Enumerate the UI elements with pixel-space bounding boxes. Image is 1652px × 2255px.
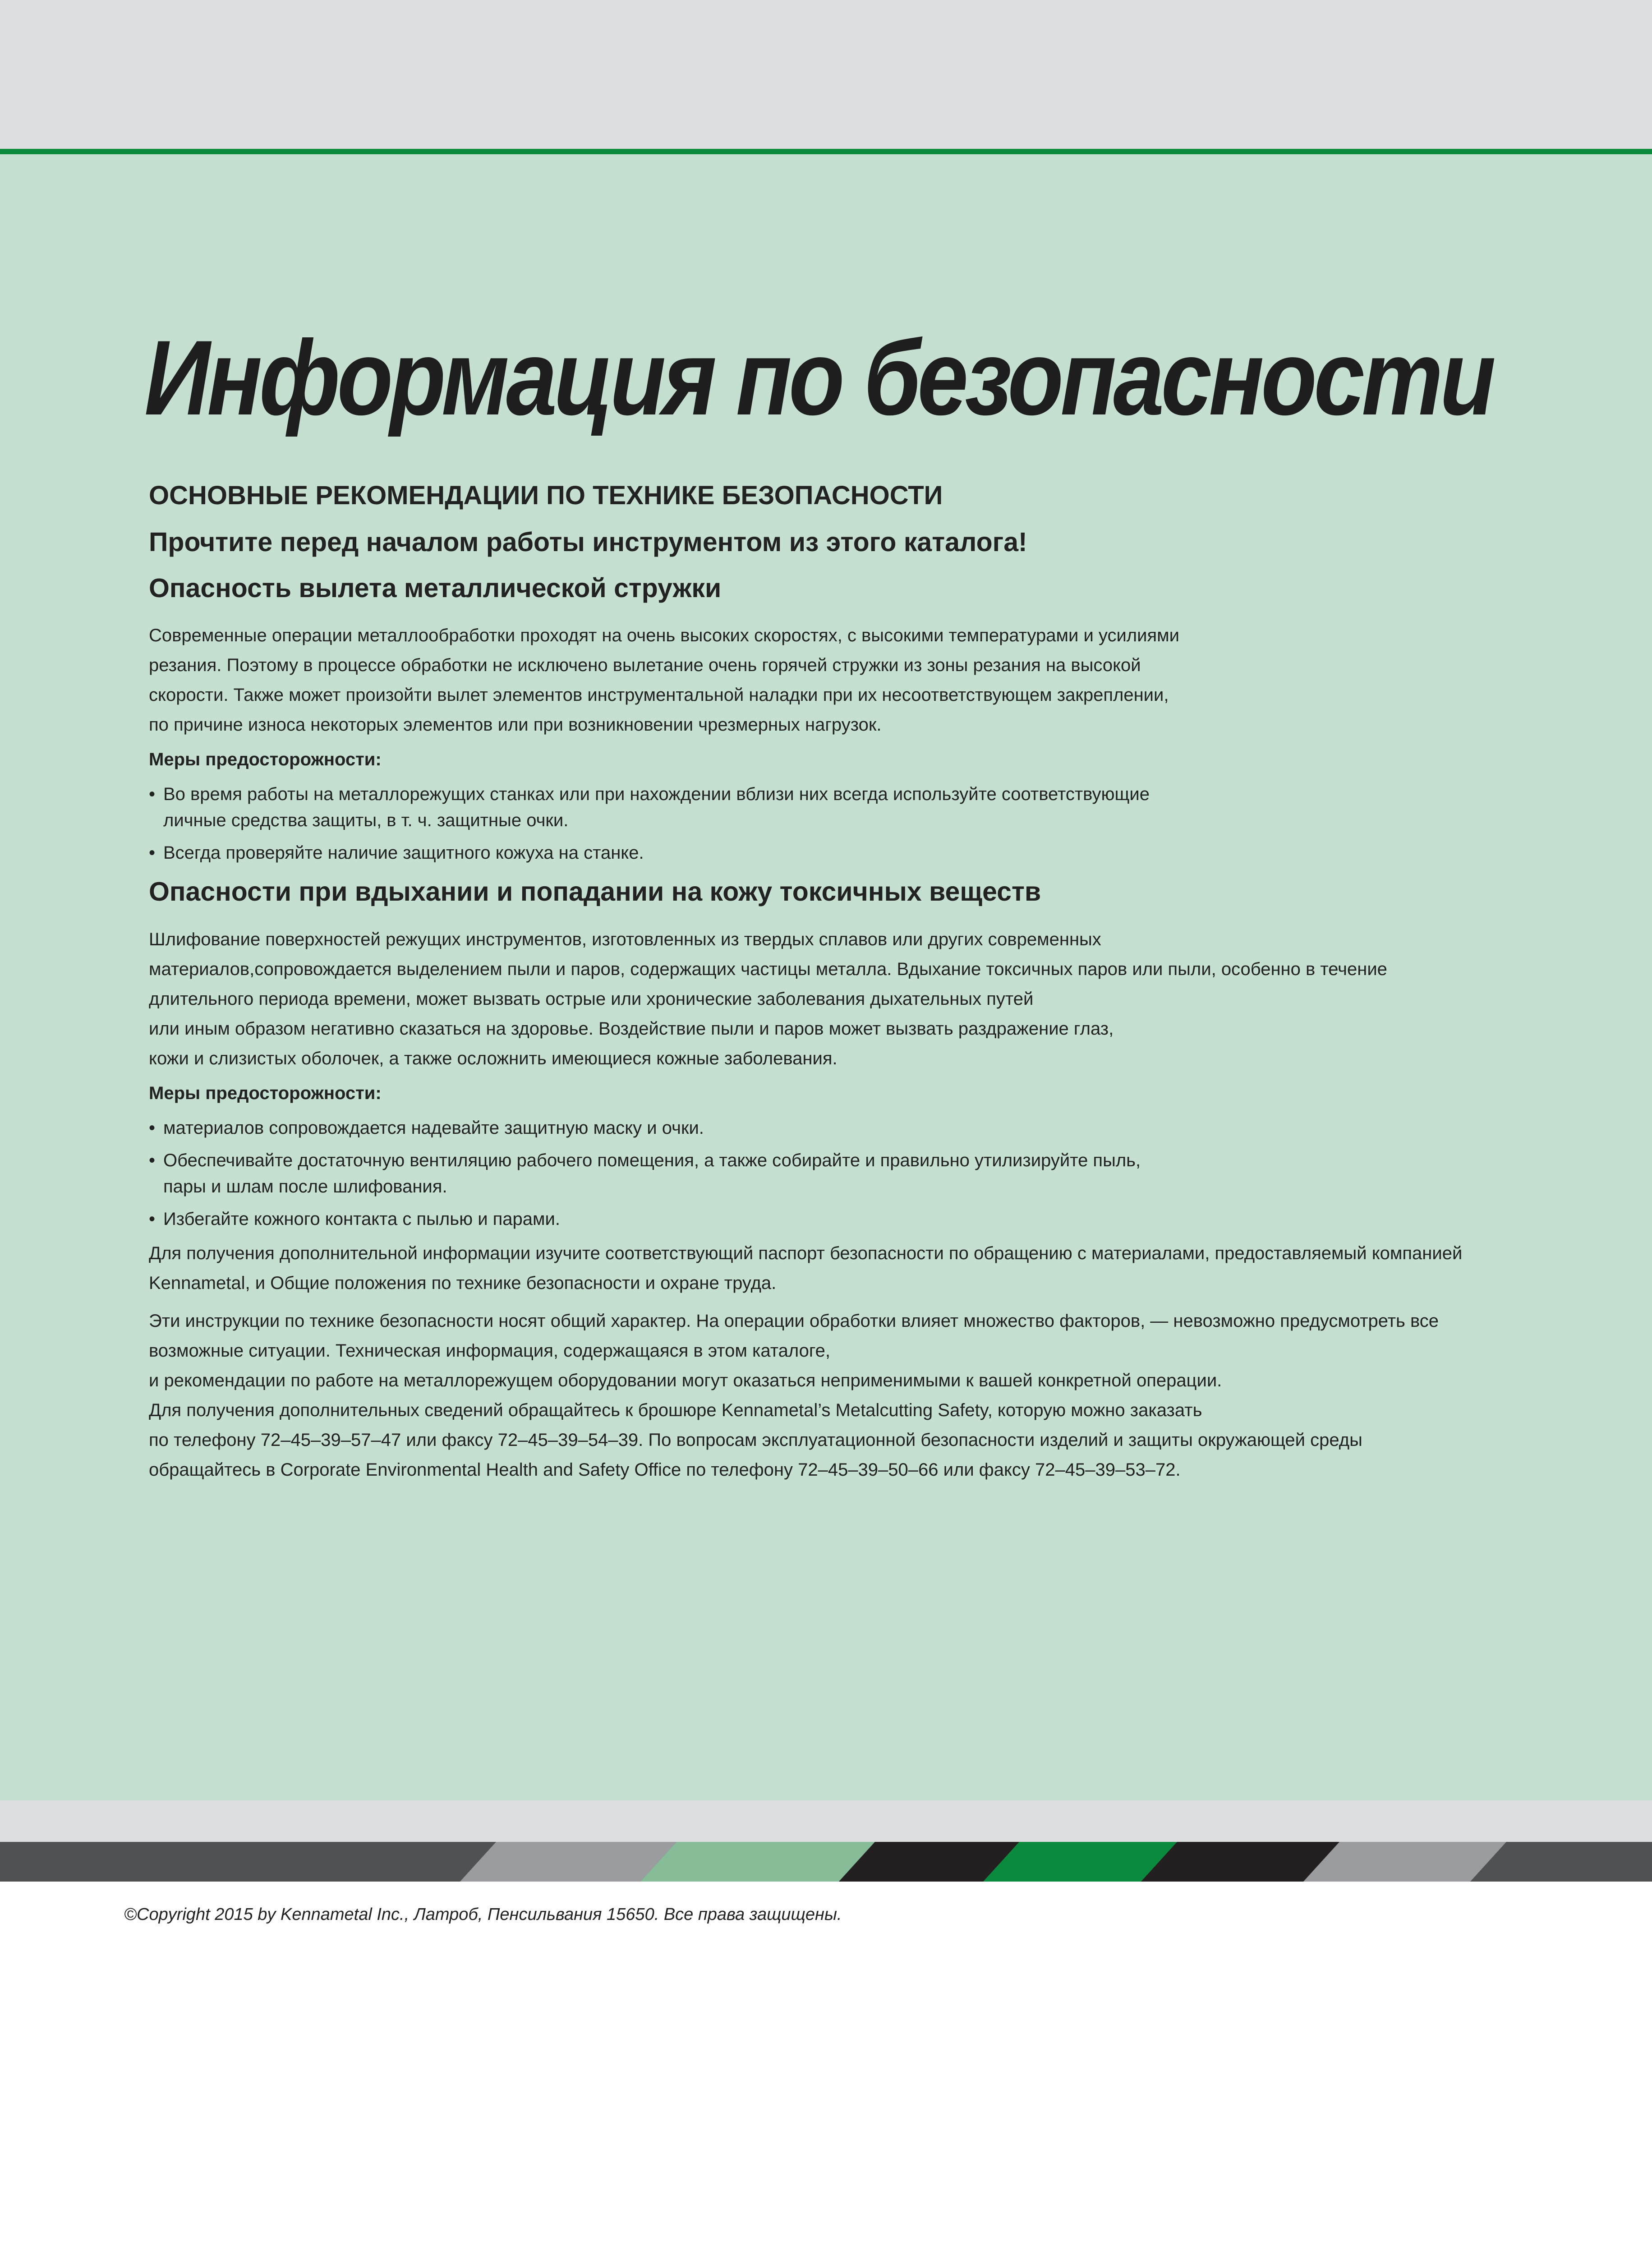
decorative-stripe-bar [0,1842,1652,1882]
bullet-item [149,781,1524,833]
top-grey-band [0,0,1652,149]
bullet-item [149,840,1524,866]
bullet-line: • Всегда проверяйте наличие защитного кожуха на станке. [163,843,644,863]
paragraph-line: Для получения дополнительных сведений обращайтесь к брошюре Kennametal’s Metalcutting Safety, которую можно заказать [149,1400,1202,1421]
bullet-line: • Во время работы на металлорежущих станках или при нахождении вблизи них всегда используйте соответствующие [163,784,1150,805]
bullet-line: личные средства защиты, в т. ч. защитные очки. [163,810,569,831]
section-heading-chips: Опасность вылета металлической стружки [149,573,722,603]
paragraph-line: Эти инструкции по технике безопасности носят общий характер. На операции обработки влияет множество факторов, — невозможно предусмотреть все [149,1311,1439,1331]
info-paragraph [149,1238,1524,1298]
precautions-label: Меры предосторожности: [149,1083,382,1104]
paragraph-line: возможные ситуации. Техническая информация, содержащаяся в этом каталоге, [149,1341,830,1361]
section-paragraph-toxic [149,925,1524,1073]
closing-paragraph [149,1306,1524,1485]
paragraph-line: материалов,сопровождается выделением пыли и паров, содержащих частицы металла. Вдыхание токсичных паров или пыли, особенно в течение [149,959,1387,980]
green-rule [0,149,1652,154]
precautions-label: Меры предосторожности: [149,750,382,770]
paragraph-line: скорости. Также может произойти вылет элементов инструментальной наладки при их несоответствующем закреплении, [149,685,1169,705]
bullet-line: • Обеспечивайте достаточную вентиляцию рабочего помещения, а также собирайте и правильно утилизируйте пыль, [163,1151,1141,1171]
main-heading: ОСНОВНЫЕ РЕКОМЕНДАЦИИ ПО ТЕХНИКЕ БЕЗОПАСНОСТИ [149,481,943,510]
paragraph-line: кожи и слизистых оболочек, а также осложнить имеющиеся кожные заболевания. [149,1049,838,1069]
bottom-grey-strip [0,1800,1652,1842]
paragraph-line: Для получения дополнительной информации изучите соответствующий паспорт безопасности по обращению с материалами, предоставляемый компанией [149,1243,1463,1264]
paragraph-line: резания. Поэтому в процессе обработки не исключено вылетание очень горячей стружки из зоны резания на высокой [149,655,1141,676]
bullet-line: • материалов сопровождается надевайте защитную маску и очки. [163,1118,704,1138]
paragraph-line: обращайтесь в Corporate Environmental Health and Safety Office по телефону 72–45–39–50–66 или факсу 72–45–39–53–72. [149,1460,1181,1480]
bullet-item [149,1206,1524,1232]
bullet-item [149,1147,1524,1200]
paragraph-line: Шлифование поверхностей режущих инструментов, изготовленных из твердых сплавов или других современных [149,930,1101,950]
bullet-item [149,1115,1524,1141]
page-title: Информация по безопасности [144,318,1493,437]
paragraph-line: по причине износа некоторых элементов или при возникновении чрезмерных нагрузок. [149,715,882,735]
section-paragraph-chips [149,621,1524,740]
bullet-line: пары и шлам после шлифования. [163,1177,447,1197]
paragraph-line: длительного периода времени, может вызвать острые или хронические заболевания дыхательных путей [149,989,1034,1009]
paragraph-line: или иным образом негативно сказаться на здоровье. Воздействие пыли и паров может вызвать раздражение глаз, [149,1019,1114,1039]
paragraph-line: Современные операции металлообработки проходят на очень высоких скоростях, с высокими температурами и усилиями [149,626,1179,646]
bullet-line: • Избегайте кожного контакта с пылью и парами. [163,1209,560,1229]
section-heading-toxic: Опасности при вдыхании и попадании на кожу токсичных веществ [149,877,1041,907]
text-column [144,318,1524,1493]
paragraph-line: и рекомендации по работе на металлорежущем оборудовании могут оказаться неприменимыми к вашей конкретной операции. [149,1371,1222,1391]
read-before-heading: Прочтите перед началом работы инструментом из этого каталога! [149,527,1027,557]
paragraph-line: по телефону 72–45–39–57–47 или факсу 72–45–39–54–39. По вопросам эксплуатационной безопасности изделий и защиты окружающей среды [149,1430,1362,1450]
copyright-notice: ©Copyright 2015 by Kennametal Inc., Латроб, Пенсильвания 15650. Все права защищены. [124,1905,842,1924]
paragraph-line: Kennametal, и Общие положения по технике безопасности и охране труда. [149,1273,777,1293]
